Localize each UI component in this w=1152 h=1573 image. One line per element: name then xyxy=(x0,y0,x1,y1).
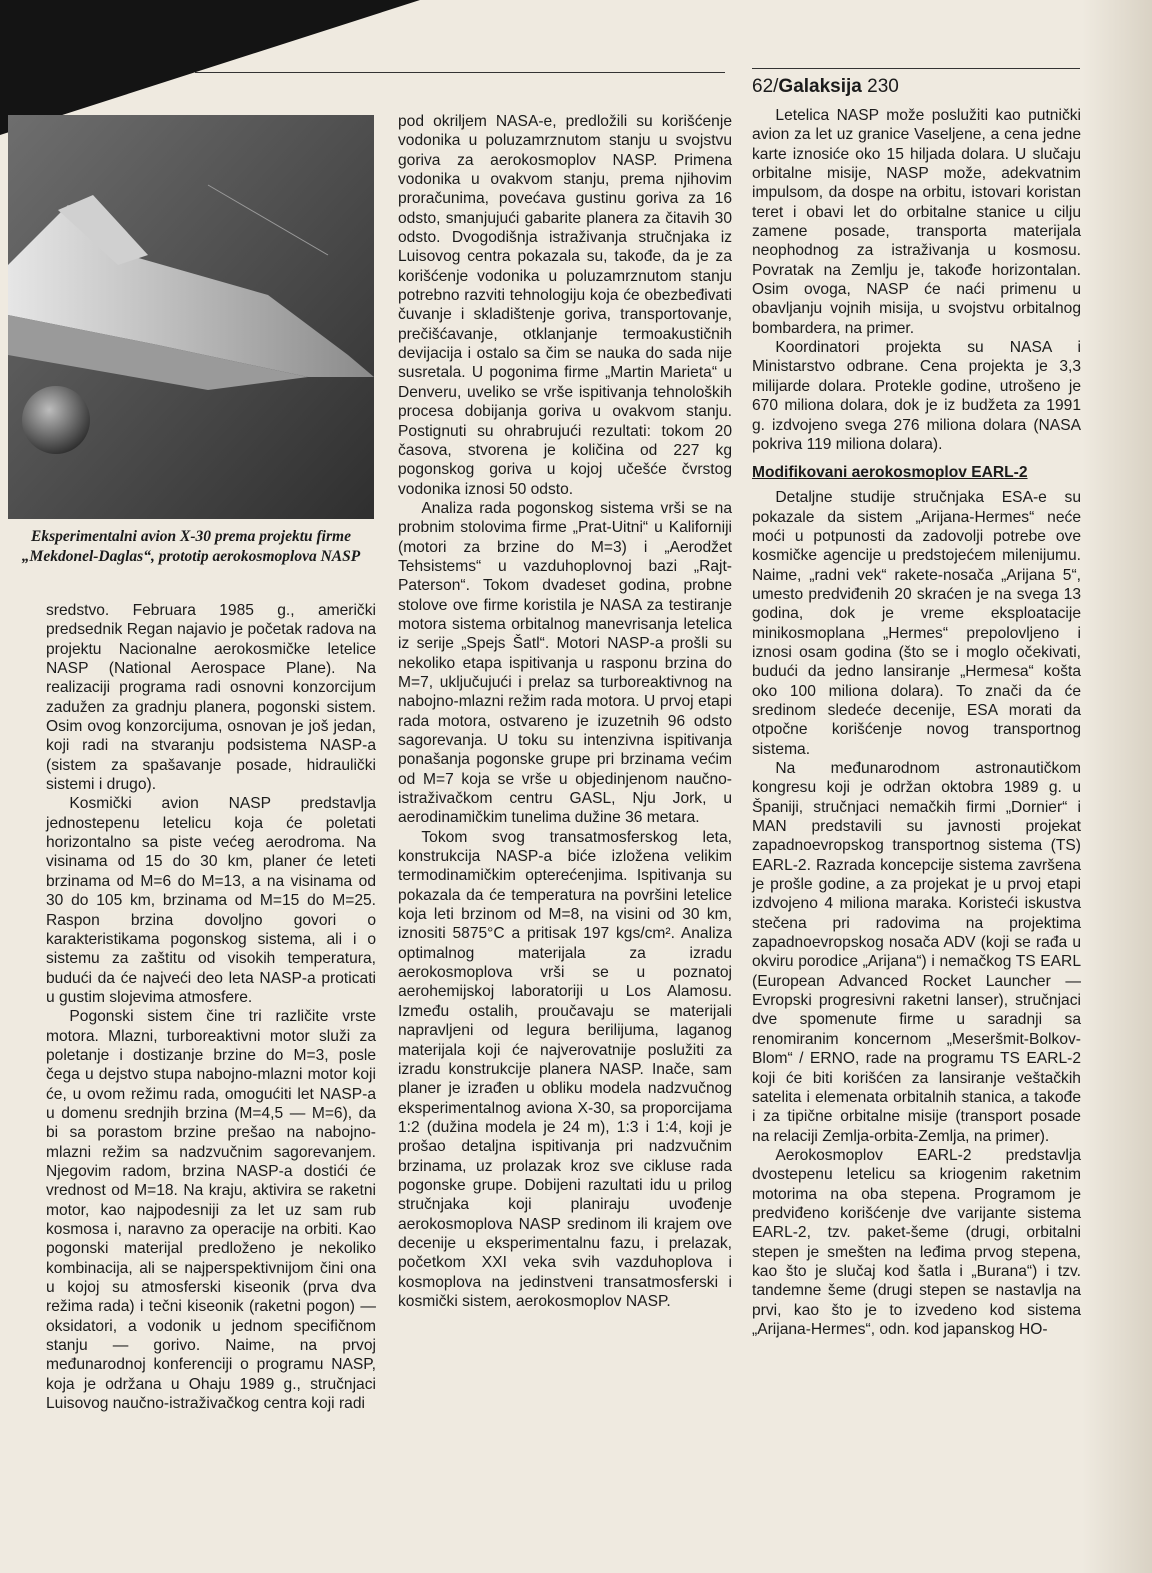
article-column-2 xyxy=(398,112,732,1311)
page-number-value: 62/ xyxy=(752,76,779,97)
header-rule-right xyxy=(752,68,1080,69)
paragraph: Aerokosmoplov EARL-2 predstavlja dvostepenu letelicu sa kriogenim raketnim motorima na oba stepena. Programom je predviđeno korišćenje dve varijante sistema EARL-2, tzv. paket-šeme (drugi, orbitalni stepen je smešten na leđima prvog stepena, kao što je slučaj kod šatla i „Burana“) i tzv. tandemne šeme (drugi stepen se nastavlja na prvi, kao što je to izvedeno kod sistema „Arijana-Hermes“, odn. kod japanskog HO- xyxy=(752,1146,1081,1338)
paragraph: sredstvo. Februara 1985 g., američki predsednik Regan najavio je početak radova na projektu Nacionalne aerokosmičke letelice NASP (National Aerospace Plane). Na realizaciji programa radi osnovni konzorcijum zadužen za gradnju planera, pogonski sistem. Osim ovog konzorcijuma, osnovan je još jedan, koji radi na stvaranju podsistema NASP-a (sistem za spašavanje posade, hidraulički sistemi i drugo). xyxy=(46,602,376,794)
magazine-name: Galaksija xyxy=(778,76,862,97)
paragraph: Letelica NASP može poslužiti kao putnički avion za let uz granice Vaseljene, a cena jedne karte iznosiće oko 15 hiljada dolara. U slučaju orbitalne misije, NASP može, adekvatnim impulsom, da dospe na orbitu, istovari koristan teret i obavi let do orbitalne stanice u cilju zamene posade, transporta materijala neophodnog za istraživanja u kosmosu. Povratak na Zemlju je, takođe horizontalan. Osim ovoga, NASP će naći primenu u obavljanju vojnih misija, u svojstvu orbitalnog bombardera, na primer. xyxy=(752,107,1081,337)
paragraph: Pogonski sistem čine tri različite vrste motora. Mlazni, turboreaktivni motor služi za poletanje i dostizanje brzine do M=3, posle čega u dejstvo stupa nabojno-mlazni motor koji će, u ovom režimu rada, omogućiti let NASP-a u domenu srednjih brzina (M=4,5 — M=6), da bi sa porastom brzine prešao na nabojno-mlazni režim sa nadzvučnim sagorevanjem. Njegovim radom, brzina NASP-a dostići će vrednost od M=18. Na kraju, aktivira se raketni motor, kao najpodesniji za let uz sam rub kosmosa i, naravno za operacije na orbiti. Kao pogonski materijal predloženo je nekoliko kombinacija, ali se najperspektivnijom čini ona u kojoj su atmosferski kiseonik (prva dva režima rada) i tečni kiseonik (raketni pogon) — oksidatori, a vodonik u jednom specifičnom stanju — gorivo. Naime, na prvoj međunarodnoj konferenciji o programu NASP, koja je održana u Ohaju 1989 g., stručnjaci Luisovog naučno-istraživačkog centra koji radi xyxy=(46,1008,376,1413)
article-column-1 xyxy=(46,601,376,1413)
page-number xyxy=(752,76,899,98)
paragraph: Analiza rada pogonskog sistema vrši se na probnim stolovima firme „Prat-Uitni“ u Kaliforniji (motori za brzine do M=3) i „Aerodžet Tehsistems“ u vazduhoplovnoj bazi „Rajt-Paterson“. Tokom dvadeset godina, probne stolove ove firme koristila je NASA za testiranje motora sistema orbitalnog manevrisanja letelica iz serije „Spejs Šatl“. Motori NASP-a prošli su nekoliko etapa ispitivanja u rasponu brzina do M=7, uključujući i prelaz sa turboreaktivnog na nabojno-mlazni režim rada motora. U prvoj etapi rada motora, ostvareno je izuzetnih 96 odsto sagorevanja. U toku su intenzivna ispitivanja ponašanja pogonske grupe pri brzinama većim od M=7 koja se vrše u objedinjenom naučno-istraživačkom centru GASL, Nju Jork, u aerodinamičkim tunelima dužine 36 metara. xyxy=(398,499,732,827)
aircraft-illustration-icon xyxy=(8,115,374,519)
issue-number: 230 xyxy=(867,76,899,97)
paragraph: Kosmički avion NASP predstavlja jednostepenu letelicu koja će poletati horizontalno sa piste većeg aerodroma. Na visinama od 15 do 30 km, planer će leteti brzinama od M=6 do M=13, a na visinama od 30 do 105 km, brzinama od M=15 do M=25. Raspon brzina dovoljno govori o karakteristikama pogonskog sistema, ali i o sistemu za zaštitu od visokih temperatura, budući da će najveći deo leta NASP-a proticati u gustim slojevima atmosfere. xyxy=(46,795,376,1006)
aircraft-photo xyxy=(8,115,374,519)
section-subheading: Modifikovani aerokosmoplov EARL-2 xyxy=(752,464,1028,482)
paragraph: Na međunarodnom astronautičkom kongresu koji je održan oktobra 1989 g. u Španiji, stručnjaci nemačkih firmi „Dornier“ i MAN predstavili su javnosti projekat zapadnoevropskog transportnog sistema (TS) EARL-2. Razrada koncepcije sistema završena je prošle godine, a za projekat je u prvoj etapi izdvojeno 4 miliona maraka. Koristeći iskustva stečena pri radovima na projektima zapadnoevropskog nosača ADV (koji se rađa u okviru porodice „Arijana“) i nemačkog TS EARL (European Advanced Rocket Launcher — Evropski progresivni raketni lanser), stručnjaci dve spomenute firme u saradnji sa renomiranim koncernom „Meseršmit-Bolkov-Blom“ / ERNO, rade na programu TS EARL-2 koji će biti korišćen za lansiranje veštačkih satelita i elemenata orbitalnih stanica, a takođe i za tipične orbitalne misije (transport posade na relaciji Zemlja-orbita-Zemlja, na primer). xyxy=(752,760,1081,1145)
article-column-3 xyxy=(752,106,1081,1339)
paragraph: Detaljne studije stručnjaka ESA-e su pokazale da sistem „Arijana-Hermes“ neće moći u potpunosti da zadovolji potrebe ove kosmičke agencije u predstojećem milenijumu. Naime, „radni vek“ rakete-nosača „Arijana 5“, umesto predviđenih 20 skraćen je na svega 13 godina, dok je vreme eksploatacije minikosmoplana „Hermes“ prepolovljeno i iznosi osam godina (što se i moglo očekivati, budući da jedno lansiranje „Hermesa“ košta oko 100 miliona dolara). To znači da će sredinom sledeće decenije, ESA morati da otpočne korišćenje novog transportnog sistema. xyxy=(752,489,1081,758)
paragraph: Koordinatori projekta su NASA i Ministarstvo odbrane. Cena projekta je 3,3 milijarde dolara. Protekle godine, utrošeno je 670 miliona dolara, dok je iz budžeta za 1991 g. izdvojeno svega 276 miliona dolara (NASA pokriva 119 miliona dolara). xyxy=(752,339,1081,453)
page-edge xyxy=(1082,0,1152,1573)
paragraph: Tokom svog transatmosferskog leta, konstrukcija NASP-a biće izložena velikim termodinamičkim opterećenjima. Ispitivanja su pokazala da će temperatura na površini letelice koja leti brzinom od M=8, na visini od 30 km, iznositi 5875°C a pritisak 197 kgs/cm². Analiza optimalnog materijala za izradu aerokosmoplova vrši se u poznatoj aerohemijskoj laboratoriji u Los Alamosu. Između ostalih, proučavaju se materijali napravljeni od legura berilijuma, laganog materijala koji će najverovatnije poslužiti za izradu konstrukcije planera NASP. Inače, sam planer je izrađen u obliku modela nadzvučnog eksperimentalnog aviona X-30, sa proporcijama 1:2 (dužina modela je 24 m), 1:3 i 1:4, koji je prošao detaljna ispitivanja pri nadzvučnim brzinama, uz prolazak kroz sve cikluse rada pogonske grupe. Dobijeni razultati idu u prilog stručnjaka koji planiraju uvođenje aerokosmoplova NASP sredinom ili krajem ove decenije u eksperimentalnu fazu, i prelazak, početkom XXI veka svih vazduhoplova i kosmoplova na jedinstveni transatmosferski i kosmički sistem, aerokosmoplov NASP. xyxy=(398,828,732,1310)
figure-caption: Eksperimentalni avion X-30 prema projektu firme „Mekdonel-Daglas“, prototip aerokosmoplova NASP xyxy=(21,528,361,565)
paragraph: pod okriljem NASA-e, predložili su korišćenje vodonika u poluzamrznutom stanju u svojstvu goriva za aerokosmoplov NASP. Primena vodonika u ovakvom stanju, prema njihovim proračunima, povećava gustinu goriva za 16 odsto, smanjujući gabarite planera za čitavih 30 odsto. Dvogodišnja istraživanja stručnjaka iz Luisovog centra pokazala su, takođe, da je za korišćenje vodonika u poluzamrznutom stanju potrebno razviti tehnologiju koja će obezbeđivati čuvanje i skladištenje goriva, transportovanje, prečišćavanje, otklanjanje termoakustičnih devijacija i ostalo sa čim se nauka do sada nije susretala. U pogonima firme „Martin Marieta“ u Denveru, uveliko se vrše ispitivanja tehnoloških procesa dobijanja goriva u ovakvom stanju. Postignuti su ohrabrujući rezultati: tokom 20 časova, stvorena je količina od 227 kg pogonskog goriva u kojoj učešće čvrstog vodonika iznosi 50 odsto. xyxy=(398,113,732,498)
header-rule-left xyxy=(195,72,725,73)
